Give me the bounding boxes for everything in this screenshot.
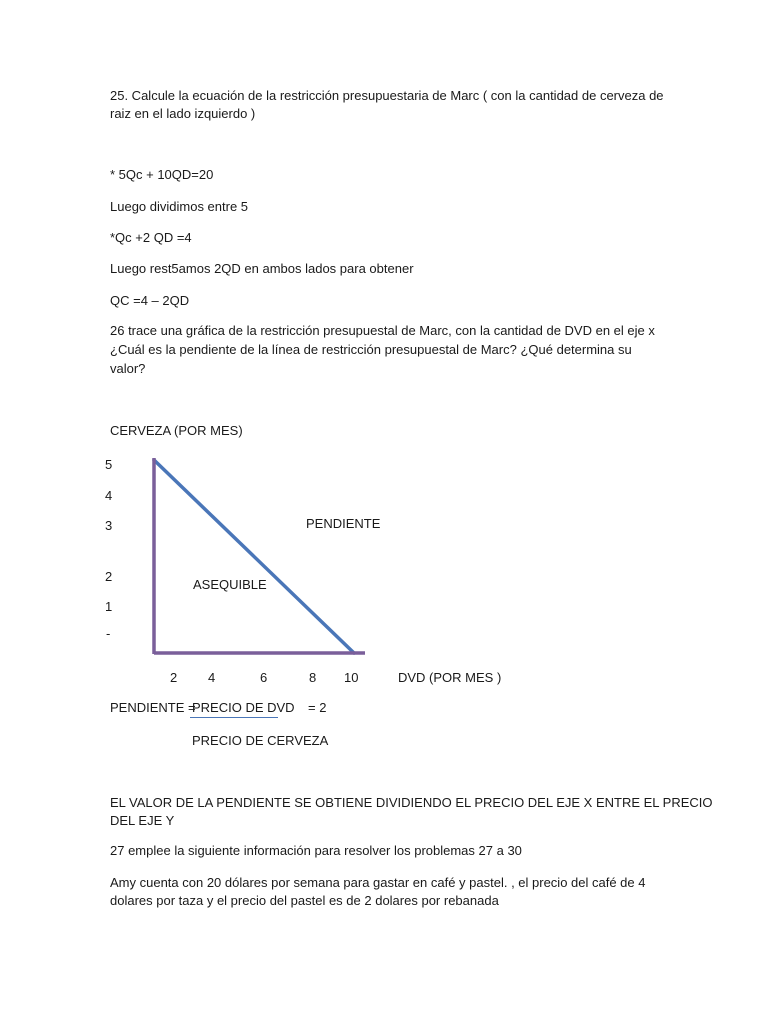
- q26-line3: valor?: [110, 361, 146, 376]
- x-tick-label: 4: [208, 670, 216, 685]
- y-tick-label: -: [106, 626, 111, 641]
- x-tick-label: 10: [344, 670, 359, 685]
- q27-line1: Amy cuenta con 20 dólares por semana para gastar en café y pastel. , el precio del café de 4: [110, 875, 646, 890]
- chart-y-axis-label: CERVEZA (POR MES): [110, 423, 243, 438]
- x-tick-label: 6: [260, 670, 268, 685]
- q27-intro: 27 emplee la siguiente información para resolver los problemas 27 a 30: [110, 843, 522, 858]
- conclusion-line1: EL VALOR DE LA PENDIENTE SE OBTIENE DIVIDIENDO EL PRECIO DEL EJE X ENTRE EL PRECIO: [110, 795, 713, 810]
- q27-line2: dolares por taza y el precio del pastel es de 2 dolares por rebanada: [110, 893, 499, 908]
- x-tick-label: 2: [170, 670, 178, 685]
- slope-lhs: PENDIENTE =: [110, 700, 196, 715]
- y-tick-label: 3: [105, 518, 113, 533]
- step-divide: Luego dividimos entre 5: [110, 199, 249, 214]
- budget-line: [154, 460, 354, 653]
- step-subtract: Luego rest5amos 2QD en ambos lados para obtener: [110, 261, 414, 276]
- q25-line1: 25. Calcule la ecuación de la restricción presupuestaria de Marc ( con la cantidad de cerveza de: [110, 88, 664, 103]
- slope-result: = 2: [308, 700, 327, 715]
- slope-numerator: PRECIO DE DVD: [192, 700, 295, 715]
- fraction-bar: [190, 717, 278, 718]
- equation-1: * 5Qc + 10QD=20: [110, 167, 214, 182]
- slope-annotation: PENDIENTE: [306, 516, 381, 531]
- y-tick-label: 1: [105, 599, 113, 614]
- affordable-annotation: ASEQUIBLE: [193, 577, 267, 592]
- q25-line2: raiz en el lado izquierdo ): [110, 106, 256, 121]
- y-tick-label: 2: [105, 569, 113, 584]
- q26-line2: ¿Cuál es la pendiente de la línea de restricción presupuestal de Marc? ¿Qué determina su: [110, 342, 632, 357]
- equation-3: QC =4 – 2QD: [110, 293, 190, 308]
- chart-x-axis-label: DVD (POR MES ): [398, 670, 502, 685]
- y-tick-label: 5: [105, 457, 113, 472]
- y-tick-label: 4: [105, 488, 113, 503]
- equation-2: *Qc +2 QD =4: [110, 230, 192, 245]
- slope-denominator: PRECIO DE CERVEZA: [192, 733, 329, 748]
- x-tick-label: 8: [309, 670, 317, 685]
- conclusion-line2: DEL EJE Y: [110, 813, 175, 828]
- q26-line1: 26 trace una gráfica de la restricción presupuestal de Marc, con la cantidad de DVD en el eje x: [110, 323, 655, 338]
